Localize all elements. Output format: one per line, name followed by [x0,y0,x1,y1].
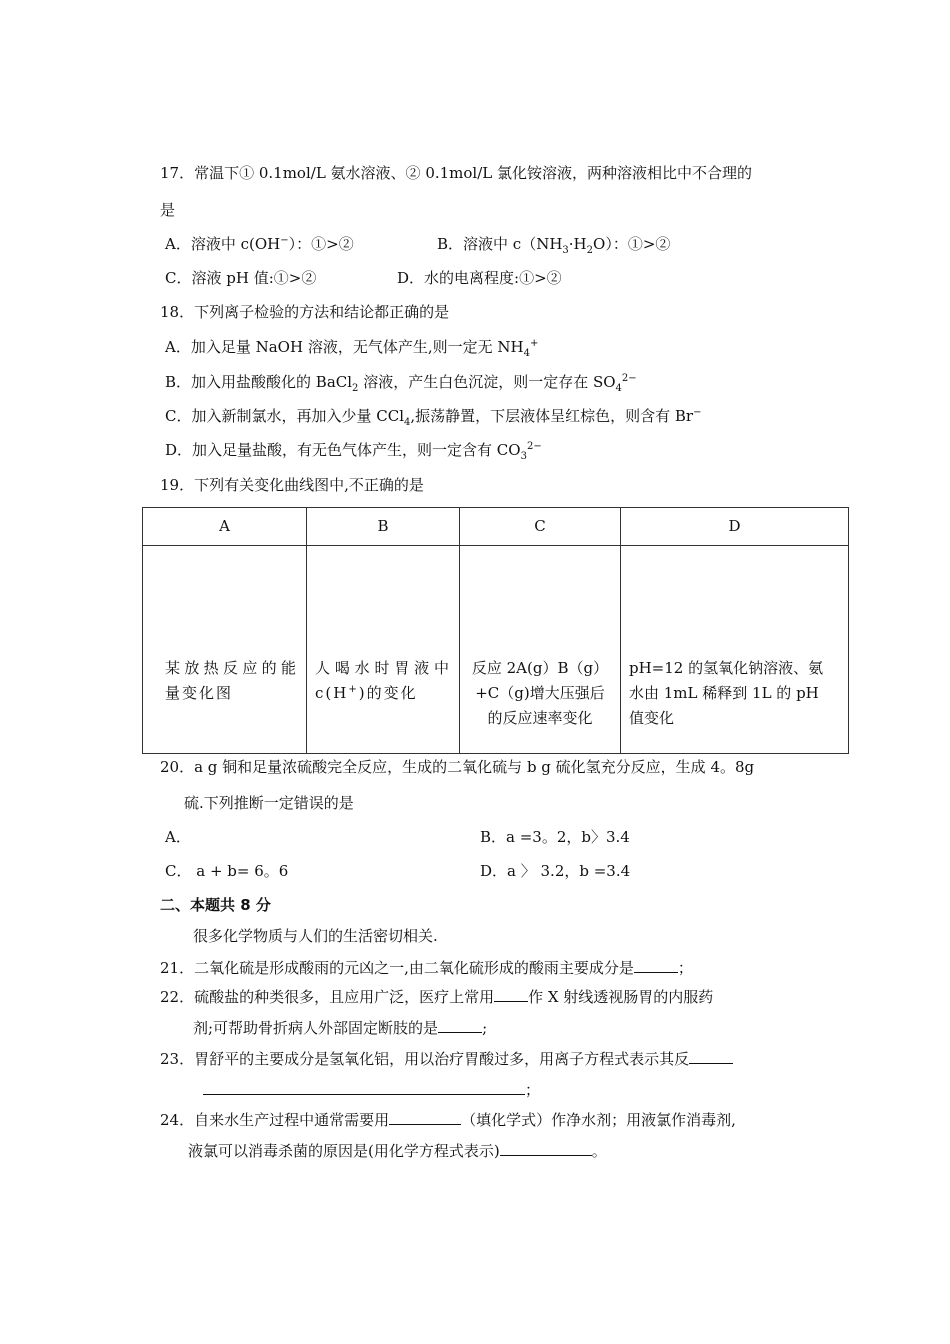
q18-option-b: B．加入用盐酸酸化的 BaCl$_2$ 溶液，产生白色沉淀，则一定存在 $SO_4^{2-}$ [165,373,637,394]
q22-line2: 剂;可帮助骨折病人外部固定断肢的是 ; [193,1019,488,1037]
q20-stem-line1: 20．a g 铜和足量浓硫酸完全反应，生成的二氧化硫与 b g 硫化氢充分反应，生成 4。8g [160,758,755,776]
q24-line1: 24．自来水生产过程中通常需要用 （填化学式）作净水剂；用液氯作消毒剂, [160,1111,736,1129]
q19-options-table [142,507,849,754]
q23-line2: ； [203,1080,540,1098]
q18-option-a: A．加入足量 NaOH 溶液，无气体产生,则一定无 $NH_4^+$ [165,338,539,359]
q22-answer-blank-2[interactable] [438,1018,482,1033]
q23-answer-blank-2[interactable] [203,1080,525,1095]
section-title: 二、本题共 8 分 [160,896,271,914]
q20-option-c: C． a + b= 6。6 [165,862,289,880]
q19-header-b: B [307,508,460,546]
q22-answer-blank-1[interactable] [494,987,528,1002]
q19-cell-c [460,546,621,754]
q17-option-c: C．溶液 pH 值:①>② [165,269,317,287]
q23-answer-blank-1[interactable] [689,1049,733,1064]
q20-stem-line2: 硫.下列推断一定错误的是 [184,794,354,812]
q19-cell-d-text: pH=12 的氢氧化钠溶液、氨水由 1mL 稀释到 1L 的 pH 值变化 [629,659,824,727]
q19-stem: 19．下列有关变化曲线图中,不正确的是 [160,476,424,494]
q19-cell-d [621,546,849,754]
q17-stem-line1: 17．常温下① 0.1mol/L 氨水溶液、② 0.1mol/L 氯化铵溶液，两种溶液相比中不合理的 [160,164,753,182]
q24-answer-blank-2[interactable] [500,1141,592,1156]
q17-option-b: B．溶液中 $c(NH_3\cdot H_2O)$：①>② [437,235,671,256]
q23-line1: 23．胃舒平的主要成分是氢氧化铝，用以治疗胃酸过多，用离子方程式表示其反 [160,1049,733,1067]
q24-line2: 液氯可以消毒杀菌的原因是(用化学方程式表示) 。 [188,1142,607,1160]
q17-stem-line2: 是 [160,201,176,219]
q19-cell-b-text: 人喝水时胃液中 c(H+)的变化 [315,659,451,702]
q17-option-d: D．水的电离程度:①>② [397,269,562,287]
q19-header-d: D [621,508,849,546]
q18-stem: 18．下列离子检验的方法和结论都正确的是 [160,303,450,321]
q19-cell-a-text: 某放热反应的能量变化图 [165,659,298,702]
q19-cell-c-text: 反应 2A(g）B（g）+C（g)增大压强后的反应速率变化 [471,659,609,727]
q21-text: 21．二氧化硫是形成酸雨的元凶之一,由二氧化硫形成的酸雨主要成分是 ； [160,959,693,977]
q18-option-c: C．加入新制氯水，再加入少量 CCl$_4$,振荡静置，下层液体呈红棕色，则含有 Br− [165,407,702,428]
q22-line1: 22．硫酸盐的种类很多，且应用广泛，医疗上常用 作 X 射线透视肠胃的内服药 [160,988,714,1006]
q19-cell-b [307,546,460,754]
q21-answer-blank[interactable] [634,958,678,973]
q20-option-d: D．a 〉 3.2，b =3.4 [480,862,631,880]
q17-option-a: A．溶液中 c(OH−）：①>② [165,235,354,253]
q24-answer-blank-1[interactable] [389,1110,461,1125]
q19-header-c: C [460,508,621,546]
section-intro: 很多化学物质与人们的生活密切相关. [193,927,438,945]
q19-header-a: A [143,508,307,546]
q19-cell-a [143,546,307,754]
q20-option-b: B．a =3。2，b〉3.4 [480,828,630,846]
q20-option-a: A． [165,828,191,846]
q18-option-d: D．加入足量盐酸，有无色气体产生，则一定含有 $CO_3^{2-}$ [165,441,542,462]
